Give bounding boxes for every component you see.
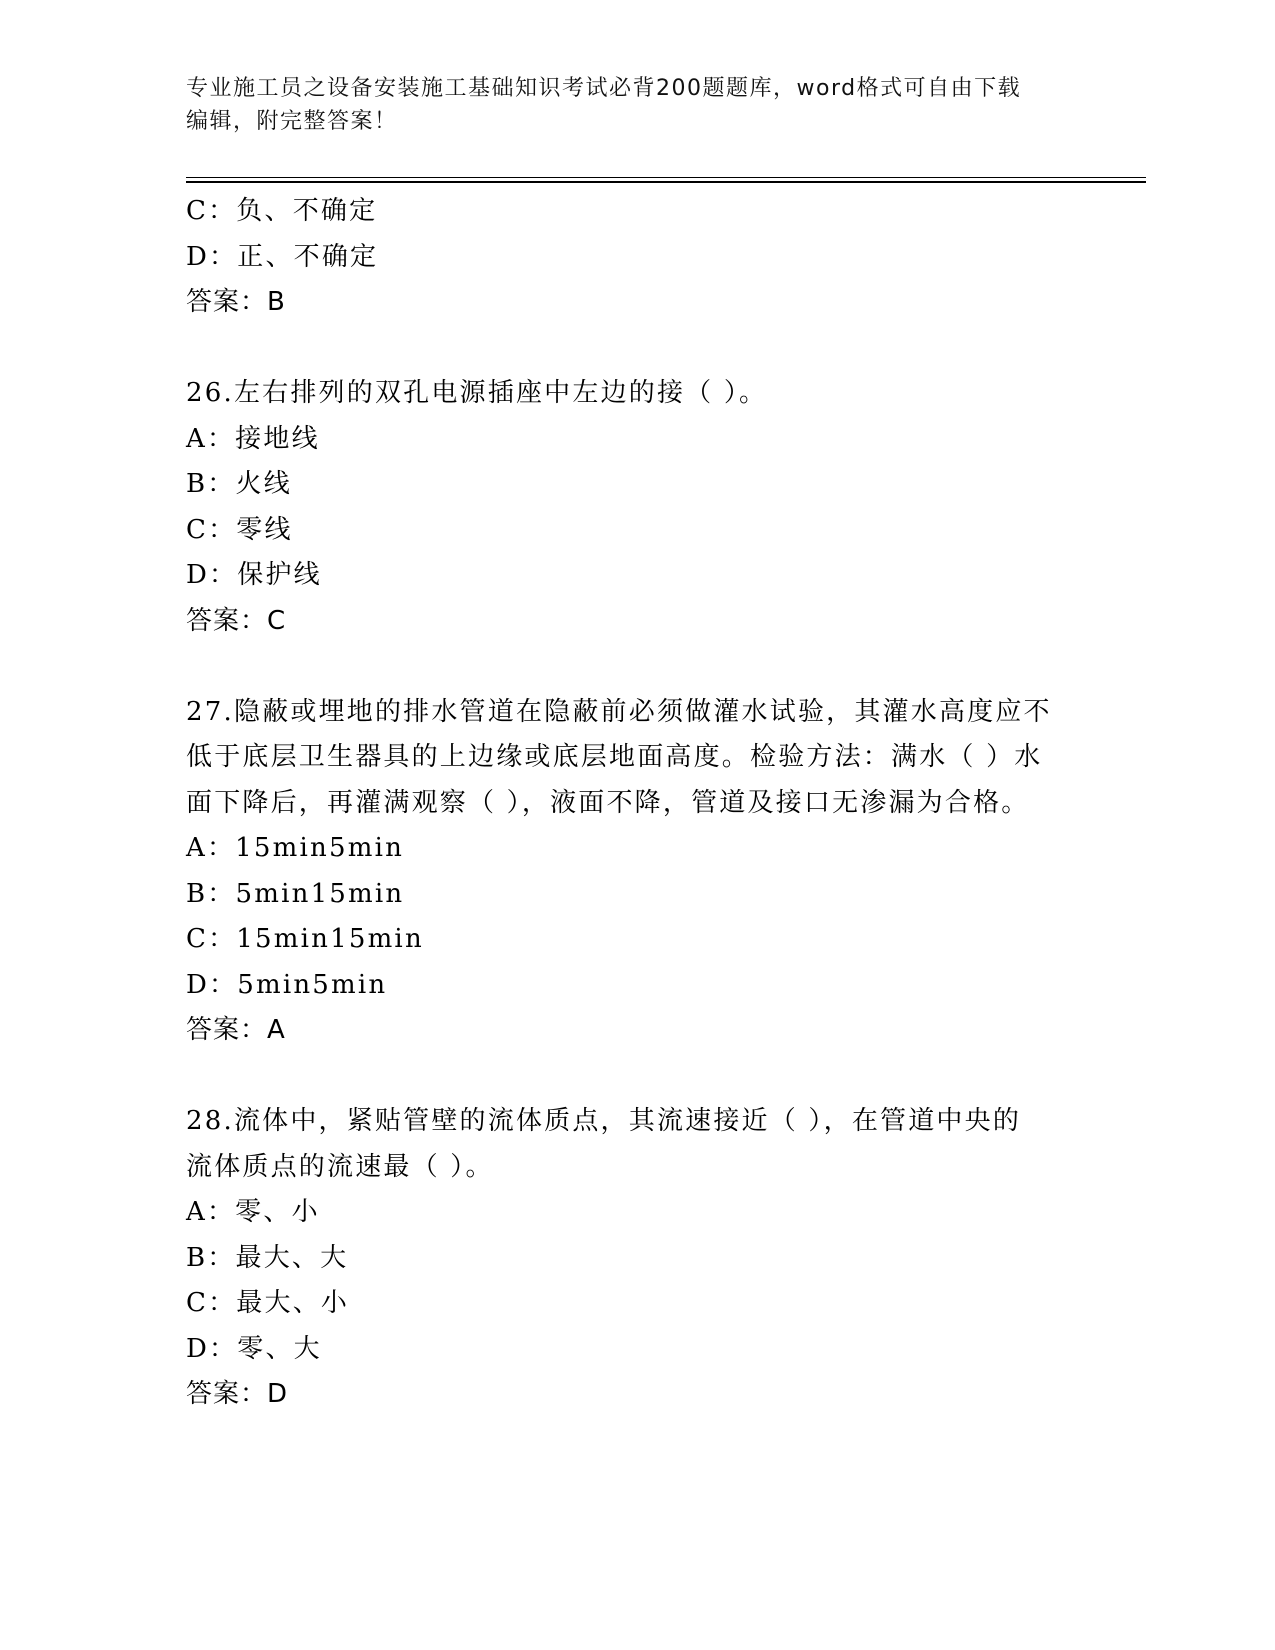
option-a: A：15min5min bbox=[186, 833, 405, 863]
option-b: B：最大、大 bbox=[186, 1242, 349, 1273]
question-27 bbox=[186, 690, 1086, 1054]
option-c: C：15min15min bbox=[186, 924, 424, 954]
header-title-line2: 编辑，附完整答案！ bbox=[186, 109, 398, 134]
answer-line: 答案：A bbox=[186, 1015, 286, 1045]
option-d: D：零、大 bbox=[186, 1333, 322, 1364]
option-d: D：正、不确定 bbox=[186, 241, 379, 272]
answer-line: 答案：D bbox=[186, 1379, 289, 1409]
option-c: C：负、不确定 bbox=[186, 196, 378, 226]
question-text: 26.左右排列的双孔电源插座中左边的接（ ）。 bbox=[186, 378, 768, 408]
question-text: 流体质点的流速最（ ）。 bbox=[186, 1151, 494, 1182]
answer-line: 答案：B bbox=[186, 287, 286, 317]
option-a: A：接地线 bbox=[186, 423, 320, 454]
spacer bbox=[186, 326, 1086, 372]
question-26 bbox=[186, 371, 1086, 644]
question-text: 28.流体中，紧贴管壁的流体质点，其流速接近（ ），在管道中央的 bbox=[186, 1106, 1022, 1136]
spacer bbox=[186, 644, 1086, 690]
option-d: D：5min5min bbox=[186, 969, 388, 1000]
option-a: A：零、小 bbox=[186, 1197, 320, 1227]
question-list bbox=[186, 189, 1086, 1418]
question-text: 低于底层卫生器具的上边缘或底层地面高度。检验方法：满水（ ）水 bbox=[186, 742, 1043, 772]
spacer bbox=[186, 1054, 1086, 1100]
document-header bbox=[186, 72, 1066, 138]
option-b: B：5min15min bbox=[186, 878, 405, 909]
question-text: 27.隐蔽或埋地的排水管道在隐蔽前必须做灌水试验，其灌水高度应不 bbox=[186, 696, 1052, 727]
header-title-line1: 专业施工员之设备安装施工基础知识考试必背200题题库，word格式可自由下载 bbox=[186, 76, 1022, 101]
question-text: 面下降后，再灌满观察（ ），液面不降，管道及接口无渗漏为合格。 bbox=[186, 787, 1030, 818]
option-c: C：最大、小 bbox=[186, 1288, 350, 1318]
header-divider-top bbox=[186, 177, 1146, 178]
option-c: C：零线 bbox=[186, 514, 293, 545]
question-25-continuation bbox=[186, 189, 1086, 326]
option-b: B：火线 bbox=[186, 469, 292, 499]
option-d: D：保护线 bbox=[186, 560, 322, 590]
question-28 bbox=[186, 1099, 1086, 1418]
header-divider-bottom bbox=[186, 181, 1146, 183]
answer-line: 答案：C bbox=[186, 605, 287, 636]
